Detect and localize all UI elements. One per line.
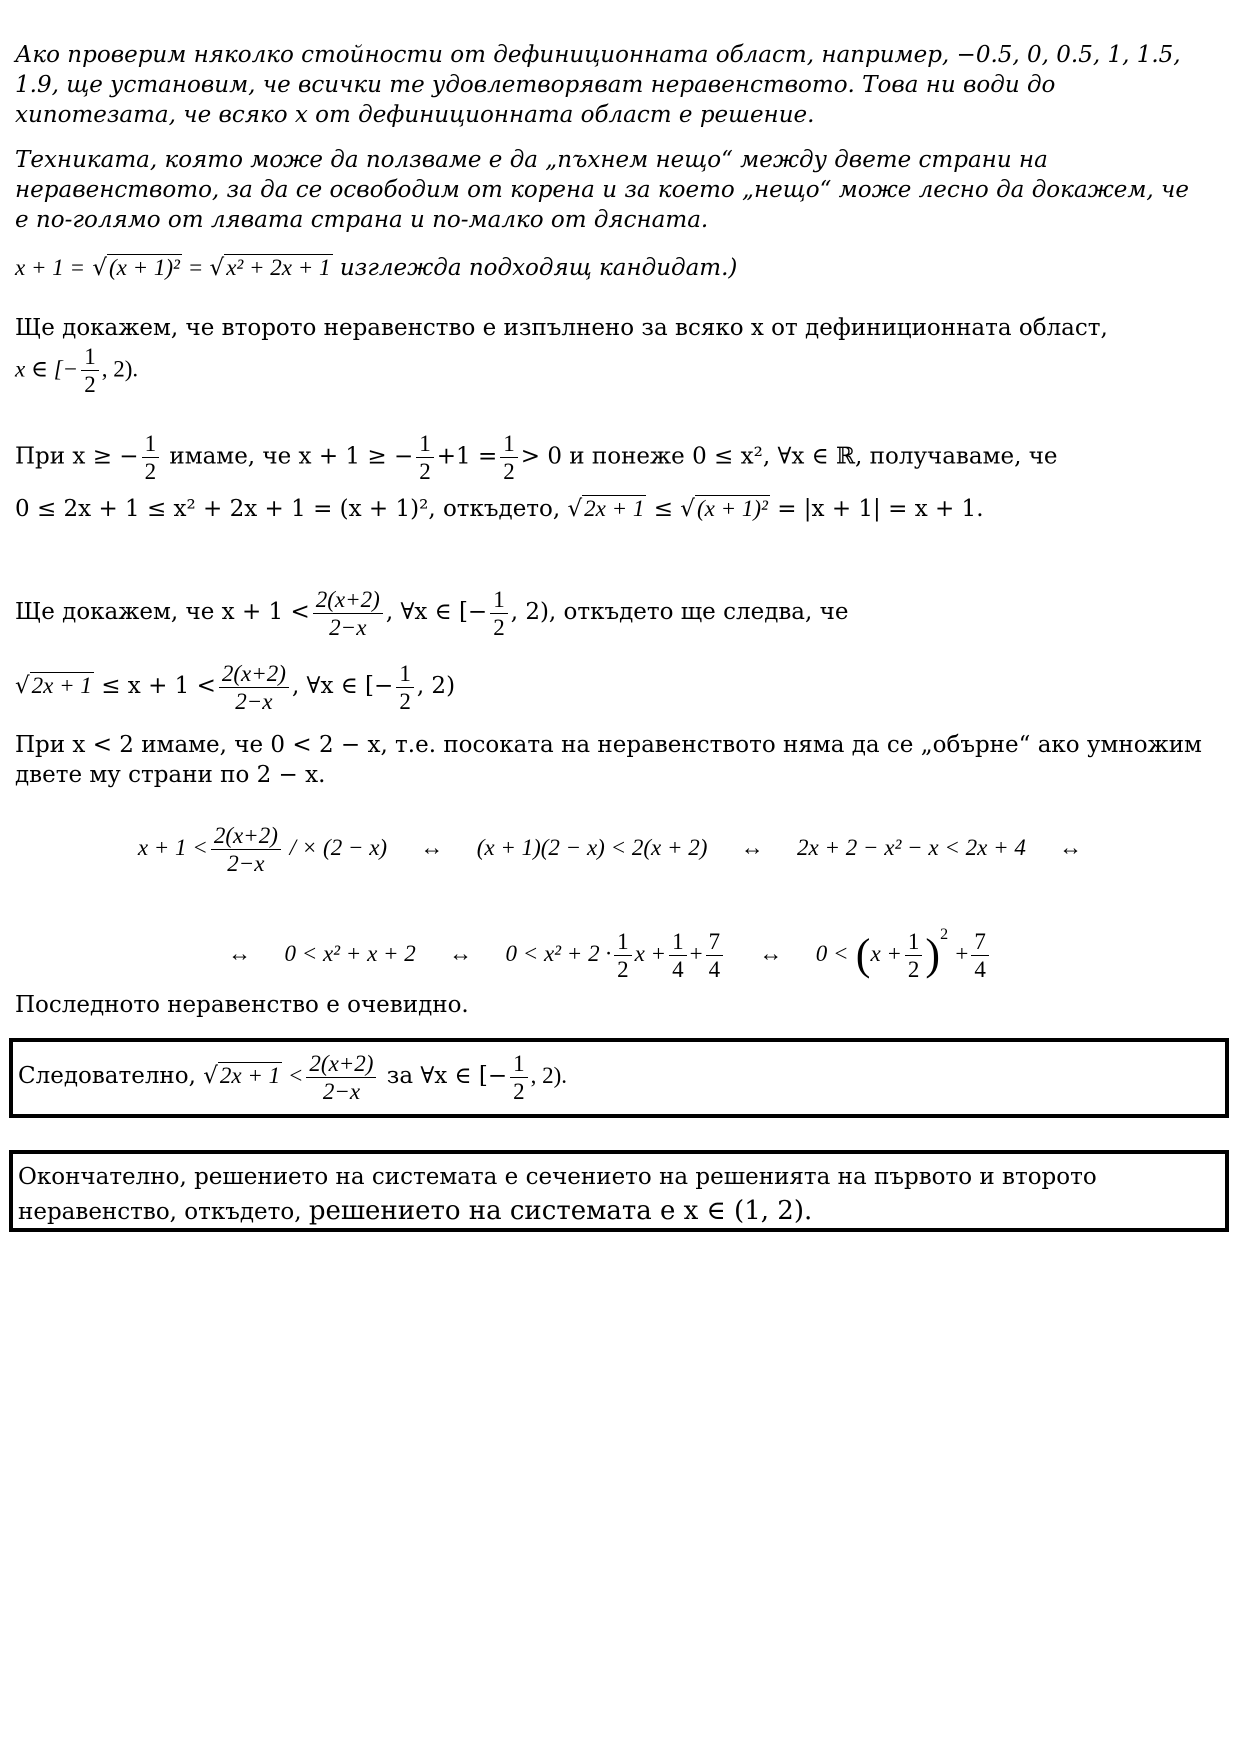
sqrt-expression: √2x + 1 bbox=[15, 673, 92, 699]
text-span: 0 < bbox=[815, 941, 849, 966]
fraction: $\frac{7}{4}$ bbox=[971, 928, 989, 983]
fraction: $\frac{7}{4}$ bbox=[706, 928, 724, 983]
text-span: + bbox=[955, 941, 969, 966]
fraction: $\frac{1}{2}$ bbox=[490, 586, 508, 641]
sqrt-expression: √x² + 2x + 1 bbox=[209, 255, 331, 281]
text-span: x + 1 < bbox=[137, 835, 208, 860]
candidate-text: изглежда подходящ кандидат.) bbox=[332, 255, 738, 281]
equivalence-arrow: ↔ bbox=[740, 835, 764, 860]
text-span: +1 = bbox=[436, 443, 498, 470]
text-span: Следователно, bbox=[18, 1063, 204, 1089]
fraction: $\frac{1}{2}$ bbox=[905, 928, 923, 983]
fraction: $\frac{1}{2}$ bbox=[500, 430, 518, 485]
equals-sign: = bbox=[189, 255, 203, 280]
text-span: Ще докажем, че x + 1 < bbox=[15, 599, 310, 625]
text-span: (x + 1)(2 − x) < 2(x + 2) bbox=[476, 835, 708, 860]
text-span: , 2), откъдето ще следва, че bbox=[510, 599, 849, 625]
paragraph-obvious: Последното неравенство е очевидно. bbox=[15, 992, 469, 1018]
equation-line-2 bbox=[15, 900, 1205, 990]
text-span: x + bbox=[870, 941, 902, 966]
sqrt-expression: √2x + 1 bbox=[203, 1063, 281, 1089]
text-span: 0 < x² + x + 2 bbox=[284, 941, 416, 966]
candidate-lhs: x + 1 = bbox=[15, 255, 85, 280]
equivalence-arrow: ↔ bbox=[228, 941, 252, 966]
paragraph-technique: Техниката, която може да ползваме е да „пъхнем нещо“ между двете страни на неравенството, за да се освободим от корена и за което „нещо“ може лесно да докажем, че е по-голямо от лявата страна и по-малко от дясната. bbox=[15, 147, 1189, 233]
paragraph-first-bound bbox=[15, 430, 1205, 533]
text-span: за ∀x ∈ [− bbox=[379, 1063, 508, 1089]
text-span: x + bbox=[634, 941, 667, 966]
paragraph-hypothesis: Ако проверим няколко стойности от дефиниционната област, например, −0.5, 0, 0.5, 1, 1.5, 1.9, ще установим, че всички те удовлетворяват неравенството. Това ни води до хипотезата, че всяко x от дефиниционната област е решение. bbox=[15, 42, 1181, 128]
equivalence-arrow: ↔ bbox=[420, 835, 444, 860]
paragraph-candidate bbox=[15, 253, 1205, 283]
text-span: ≤ bbox=[646, 496, 681, 522]
text-span: < bbox=[282, 1063, 304, 1088]
text-span: , ∀x ∈ [− bbox=[385, 599, 488, 625]
fraction: $\frac{1}{2}$ bbox=[614, 928, 632, 983]
text-span: Окончателно, решението на системата е сечението на решенията на първото и второто неравенство, откъдето, bbox=[18, 1164, 1097, 1225]
paragraph-prove-second bbox=[15, 313, 1205, 398]
text-span: ≤ x + 1 < bbox=[93, 673, 216, 699]
text-span: 0 ≤ 2x + 1 ≤ x² + 2x + 1 = (x + 1)², откъдето, bbox=[15, 496, 568, 522]
fraction: $\frac{2(x+2)}{2-x}$ bbox=[219, 660, 289, 715]
final-answer: решението на системата е x ∈ (1, 2). bbox=[308, 1196, 813, 1226]
text-span: 0 < x² + 2 · bbox=[505, 941, 612, 966]
sqrt-expression: √(x + 1)² bbox=[92, 255, 180, 281]
fraction: $\frac{2(x+2)}{2-x}$ bbox=[306, 1050, 376, 1105]
equation-line-1 bbox=[15, 815, 1205, 881]
fraction: $\frac{2(x+2)}{2-x}$ bbox=[211, 822, 281, 877]
fraction: $\frac{2(x+2)}{2-x}$ bbox=[313, 586, 383, 641]
text-span: имаме, че x + 1 ≥ − bbox=[162, 443, 414, 470]
big-paren: ) bbox=[925, 930, 941, 979]
big-paren: ( bbox=[855, 930, 871, 979]
paragraph-multiply: При x < 2 имаме, че 0 < 2 − x, т.е. посоката на неравенството няма да се „обърне“ ако умножим двете му страни по 2 − x. bbox=[15, 732, 1202, 788]
fraction: $\frac{1}{2}$ bbox=[396, 660, 414, 715]
text-span: , 2). bbox=[530, 1063, 568, 1088]
equivalence-arrow: ↔ bbox=[759, 941, 783, 966]
domain-start: x ∈ [− bbox=[15, 356, 79, 382]
text-span: / × (2 − x) bbox=[283, 835, 388, 860]
fraction: $\frac{1}{2}$ bbox=[81, 343, 99, 398]
sqrt-expression: √(x + 1)² bbox=[680, 496, 768, 522]
prove-text: Ще докажем, че второто неравенство е изпълнено за всяко x от дефиниционната област, bbox=[15, 315, 1108, 341]
text-span: 2x + 2 − x² − x < 2x + 4 bbox=[797, 835, 1026, 860]
text-span: + bbox=[689, 941, 703, 966]
text-span: При x ≥ − bbox=[15, 443, 139, 470]
text-span: > 0 и понеже 0 ≤ x², ∀x ∈ ℝ, получаваме, че bbox=[520, 443, 1058, 470]
paragraph-prove-upper-bound bbox=[15, 575, 1205, 723]
fraction: $\frac{1}{2}$ bbox=[416, 430, 434, 485]
fraction: $\frac{1}{4}$ bbox=[669, 928, 687, 983]
fraction: $\frac{1}{2}$ bbox=[142, 430, 160, 485]
fraction: $\frac{1}{2}$ bbox=[510, 1050, 528, 1105]
text-span: , 2) bbox=[416, 673, 456, 699]
result-box-second-inequality bbox=[9, 1038, 1229, 1118]
text-span: , ∀x ∈ [− bbox=[291, 673, 394, 699]
final-answer-content bbox=[13, 1154, 1225, 1235]
exponent: 2 bbox=[940, 926, 949, 943]
text-span: = |x + 1| = x + 1. bbox=[769, 496, 984, 522]
result-box-content bbox=[13, 1042, 1225, 1110]
final-answer-box bbox=[9, 1150, 1229, 1232]
sqrt-expression: √2x + 1 bbox=[567, 496, 645, 522]
domain-end: , 2). bbox=[101, 356, 139, 382]
equivalence-arrow: ↔ bbox=[1059, 835, 1083, 860]
equivalence-arrow: ↔ bbox=[449, 941, 473, 966]
